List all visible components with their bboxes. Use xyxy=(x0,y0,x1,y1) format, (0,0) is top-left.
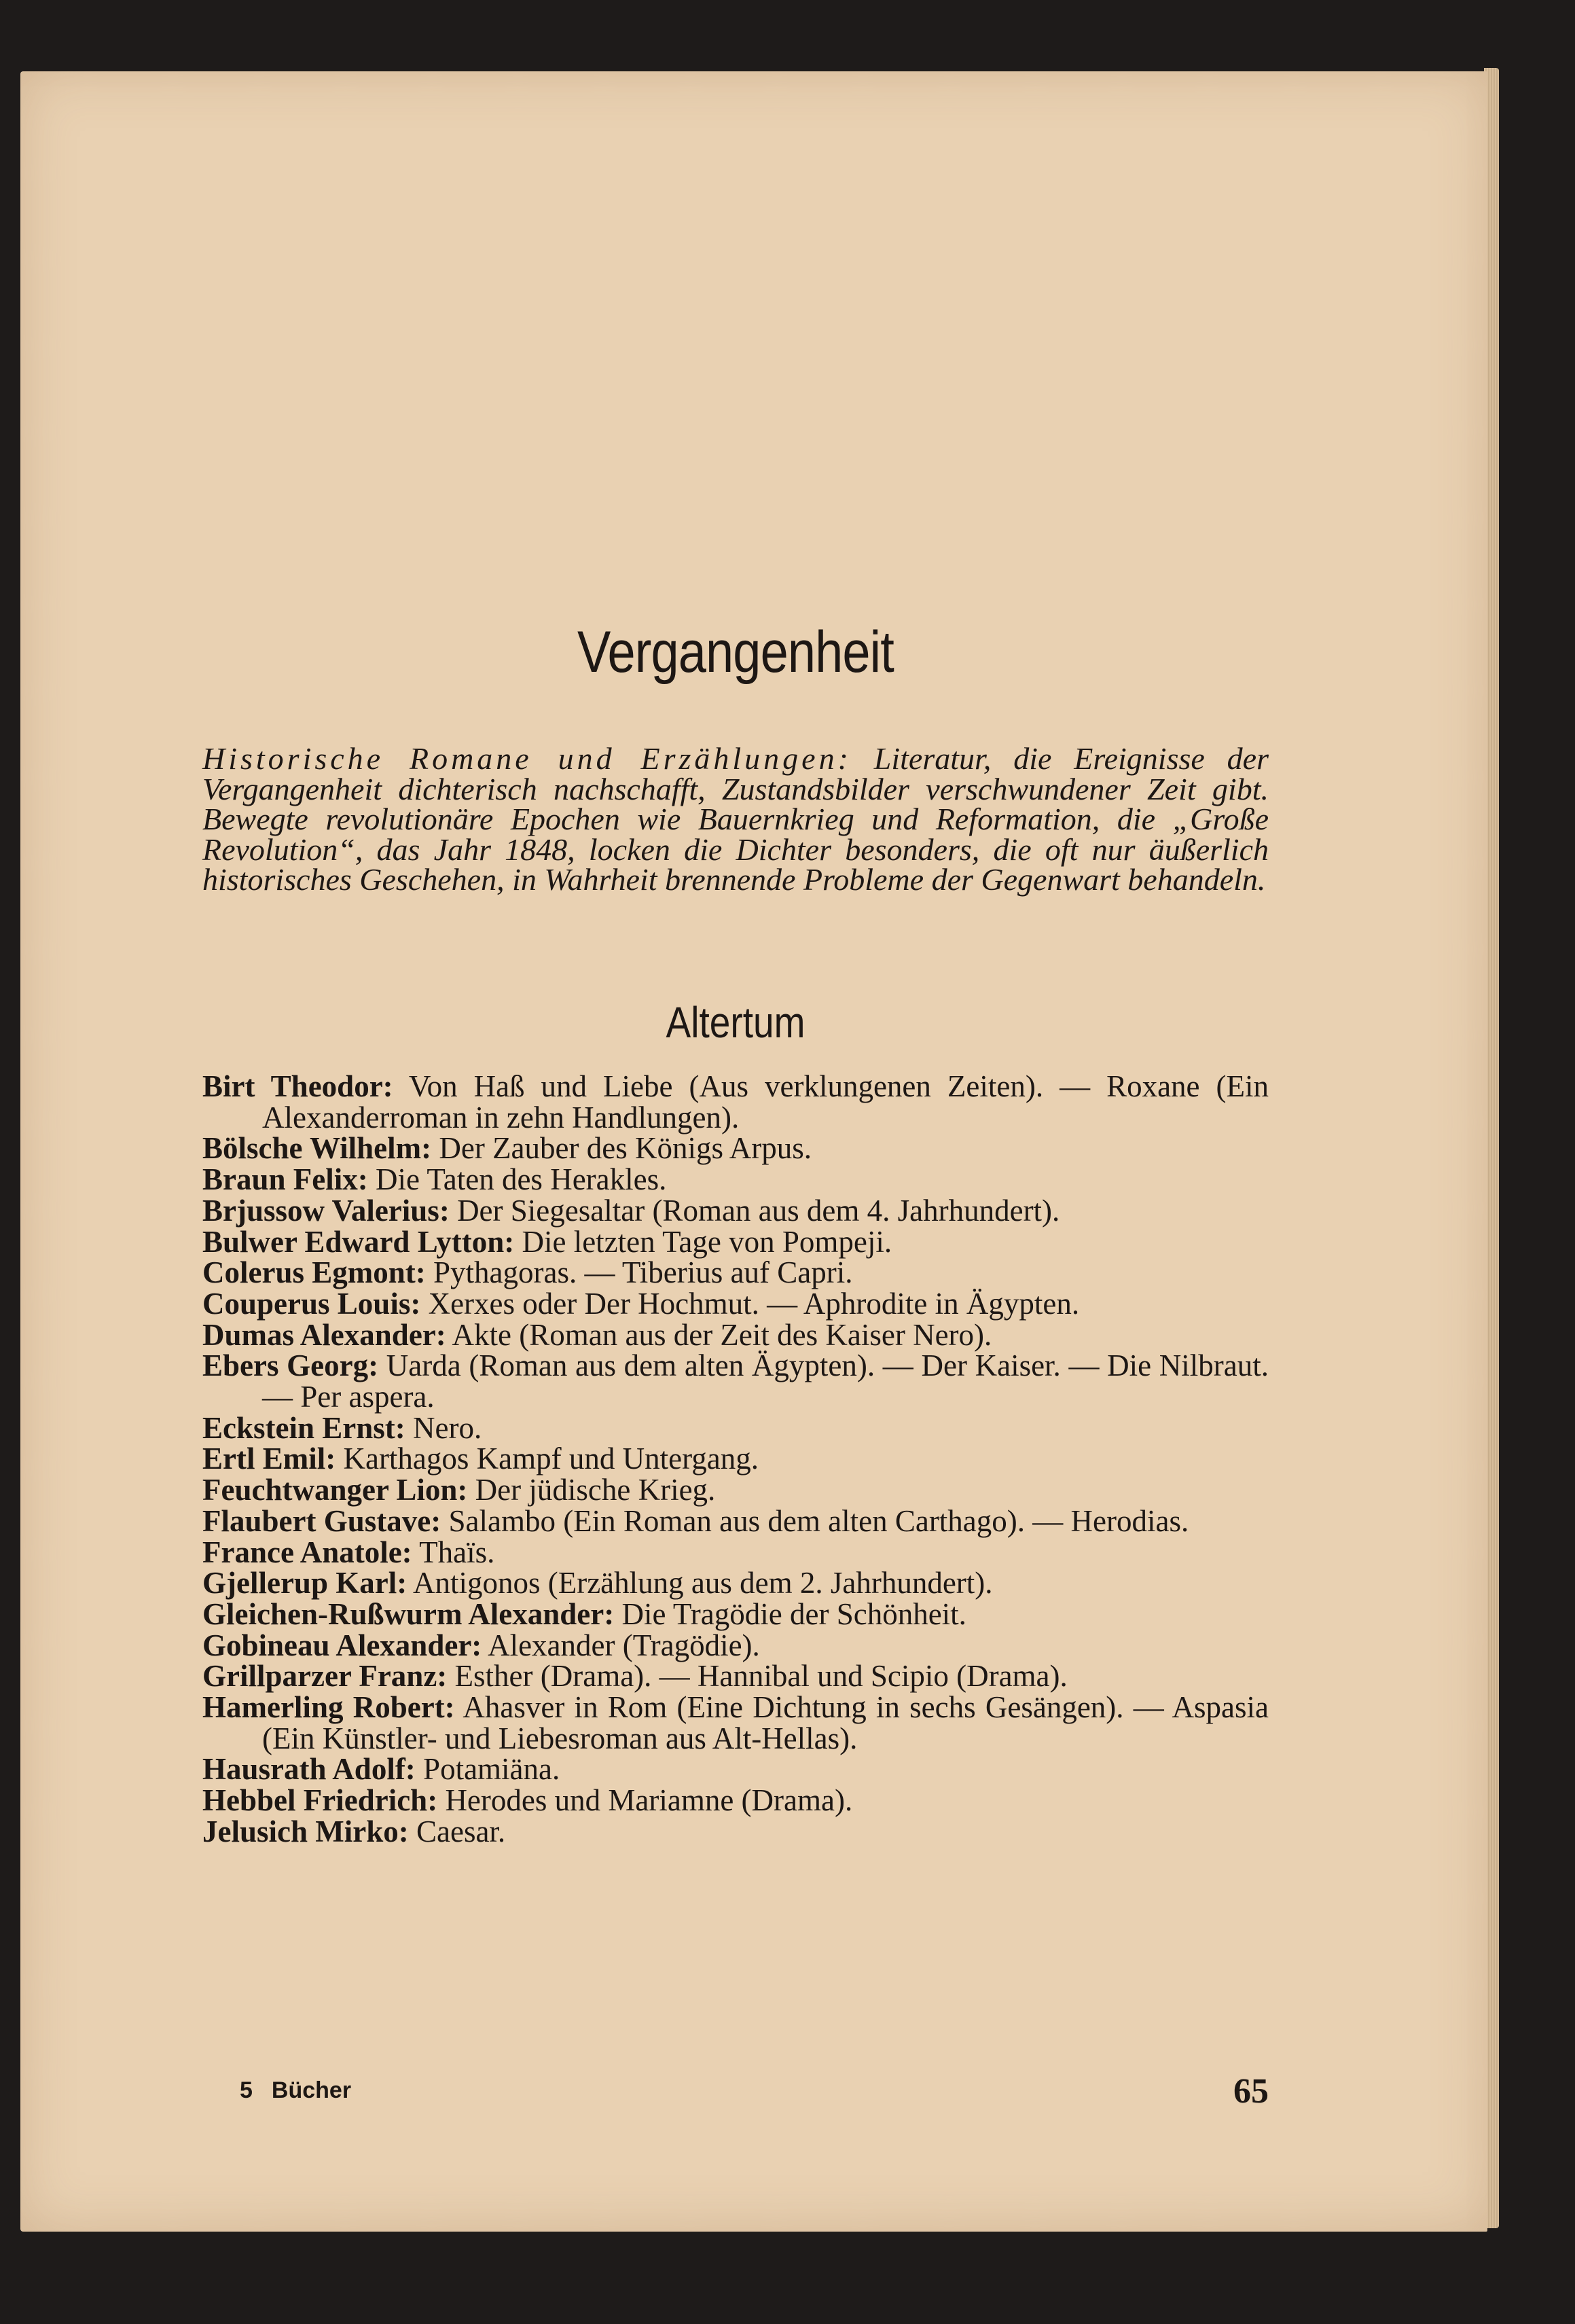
book-titles: Von Haß und Liebe (Aus verklungenen Zeiten). — Roxane (Ein Alexanderroman in zehn Handlungen). xyxy=(262,1069,1269,1134)
author-name: Hausrath Adolf: xyxy=(202,1752,416,1787)
author-name: Gjellerup Karl: xyxy=(202,1566,408,1601)
book-titles: Potamiäna. xyxy=(423,1752,560,1787)
book-titles: Der jüdische Krieg. xyxy=(475,1473,716,1507)
list-item xyxy=(202,1133,1269,1164)
list-item xyxy=(202,1444,1269,1475)
author-name: Braun Felix: xyxy=(202,1162,368,1197)
list-item xyxy=(202,1630,1269,1662)
author-name: Grillparzer Franz: xyxy=(202,1659,448,1694)
book-titles: Akte (Roman aus der Zeit des Kaiser Nero). xyxy=(452,1317,992,1352)
list-item xyxy=(202,1503,1269,1538)
intro-text: Literatur, die Ereignisse der Vergangenheit dichterisch nachschafft, Zustandsbilder verschwundener Zeit gibt. Bewegte revolutionäre Epochen wie Bauernkrieg und Reformation, die „Große Revolution“, das Jahr 1848, locken die Dichter besonders, die oft nur äußerlich historisches Geschehen, in Wahrheit brennende Probleme der Gegenwart behandeln. xyxy=(202,741,1269,897)
list-item xyxy=(202,1164,1269,1196)
author-name: Jelusich Mirko: xyxy=(202,1814,409,1848)
author-name: Hebbel Friedrich: xyxy=(202,1783,438,1818)
book-titles: Die letzten Tage von Pompeji. xyxy=(522,1224,892,1259)
list-item xyxy=(202,1692,1269,1754)
list-item xyxy=(202,1785,1269,1817)
list-item xyxy=(202,1286,1269,1321)
signature-label: Bücher xyxy=(271,2077,352,2103)
list-item xyxy=(202,1596,1269,1631)
list-item xyxy=(202,1661,1269,1692)
author-name: Birt Theodor: xyxy=(202,1069,393,1103)
book-titles: Die Tragödie der Schönheit. xyxy=(621,1596,966,1631)
book-page xyxy=(20,71,1487,2232)
book-titles: Karthagos Kampf und Untergang. xyxy=(343,1442,759,1476)
printer-signature xyxy=(240,2077,351,2104)
page-number: 65 xyxy=(1233,2072,1269,2111)
author-name: Bölsche Wilhelm: xyxy=(202,1131,432,1166)
author-name: Dumas Alexander: xyxy=(202,1317,446,1352)
book-list xyxy=(202,1071,1269,1848)
author-name: Gleichen-Rußwurm Alexander: xyxy=(202,1596,615,1631)
author-name: Ertl Emil: xyxy=(202,1442,336,1476)
intro-lead: Historische Romane und Erzählungen: xyxy=(202,741,852,776)
author-name: Couperus Louis: xyxy=(202,1286,421,1321)
book-titles: Caesar. xyxy=(416,1814,506,1848)
author-name: Feuchtwanger Lion: xyxy=(202,1473,468,1507)
list-item xyxy=(202,1348,1269,1414)
list-item xyxy=(202,1814,1269,1848)
list-item xyxy=(202,1257,1269,1289)
list-item xyxy=(202,1224,1269,1259)
book-titles: Ahasver in Rom (Eine Dichtung in sechs Gesängen). — Aspasia (Ein Künstler- und Liebesroman aus Alt-Hellas). xyxy=(262,1690,1269,1755)
author-name: Bulwer Edward Lytton: xyxy=(202,1224,515,1259)
list-item xyxy=(202,1568,1269,1599)
author-name: Gobineau Alexander: xyxy=(202,1628,482,1662)
book-titles: Der Siegesaltar (Roman aus dem 4. Jahrhundert). xyxy=(457,1193,1060,1228)
author-name: Hamerling Robert: xyxy=(202,1690,455,1725)
subsection-title: Altertum xyxy=(666,998,805,1047)
list-item xyxy=(202,1410,1269,1445)
author-name: Brjussow Valerius: xyxy=(202,1193,450,1228)
section-title: Vergangenheit xyxy=(577,620,894,685)
intro-paragraph xyxy=(202,741,1269,897)
list-item xyxy=(202,1754,1269,1785)
book-titles: Esther (Drama). — Hannibal und Scipio (Drama). xyxy=(454,1659,1068,1694)
book-titles: Salambo (Ein Roman aus dem alten Carthago). — Herodias. xyxy=(448,1503,1189,1538)
book-titles: Pythagoras. — Tiberius auf Capri. xyxy=(433,1255,853,1290)
book-titles: Uarda (Roman aus dem alten Ägypten). — Der Kaiser. — Die Nilbraut. — Per aspera. xyxy=(262,1348,1269,1414)
list-item xyxy=(202,1537,1269,1569)
signature-number: 5 xyxy=(240,2077,253,2103)
book-titles: Thaïs. xyxy=(419,1535,495,1569)
book-titles: Herodes und Mariamne (Drama). xyxy=(445,1783,853,1818)
book-titles: Antigonos (Erzählung aus dem 2. Jahrhundert). xyxy=(412,1566,993,1601)
author-name: Colerus Egmont: xyxy=(202,1255,426,1290)
author-name: Eckstein Ernst: xyxy=(202,1410,405,1445)
author-name: Ebers Georg: xyxy=(202,1348,379,1383)
list-item xyxy=(202,1317,1269,1352)
book-titles: Xerxes oder Der Hochmut. — Aphrodite in Ägypten. xyxy=(428,1286,1080,1321)
author-name: Flaubert Gustave: xyxy=(202,1503,441,1538)
author-name: France Anatole: xyxy=(202,1535,412,1569)
book-titles: Die Taten des Herakles. xyxy=(376,1162,667,1197)
book-titles: Alexander (Tragödie). xyxy=(488,1628,760,1662)
list-item xyxy=(202,1193,1269,1228)
book-titles: Nero. xyxy=(413,1410,482,1445)
book-titles: Der Zauber des Königs Arpus. xyxy=(439,1131,812,1166)
list-item xyxy=(202,1475,1269,1506)
list-item xyxy=(202,1071,1269,1133)
